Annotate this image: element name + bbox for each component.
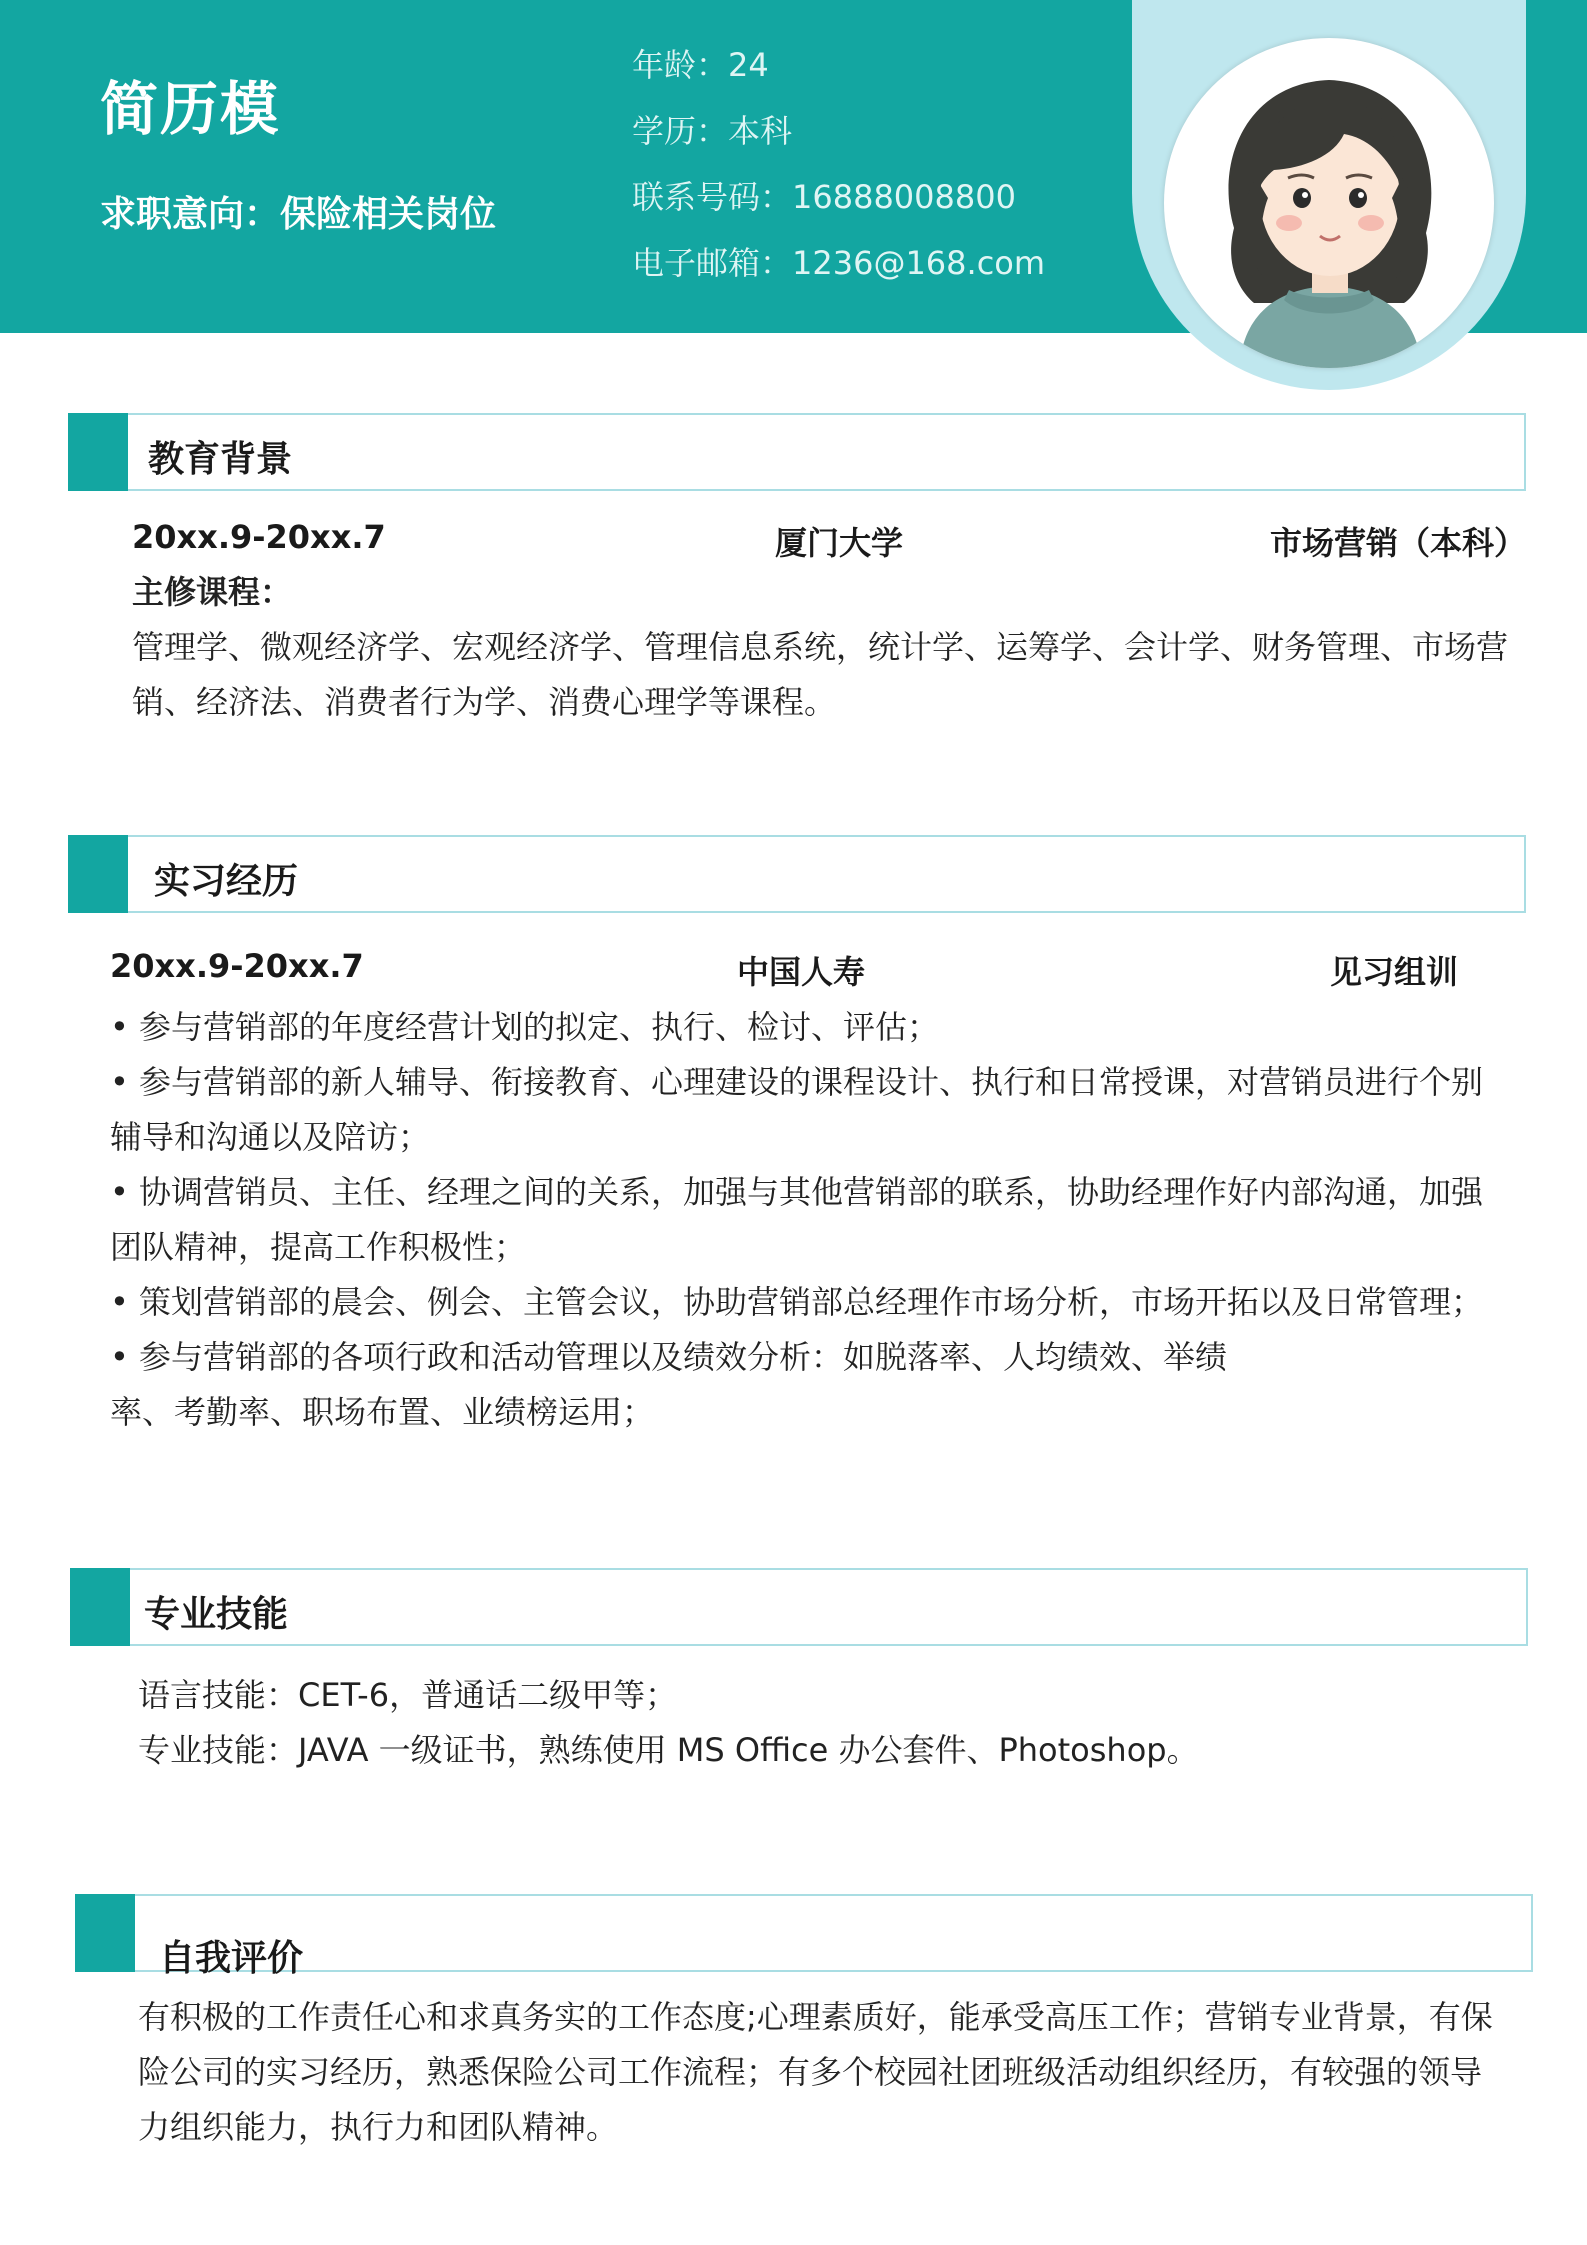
contact-email: 电子邮箱：1236@168.com	[632, 244, 1046, 282]
internship-company: 中国人寿	[737, 953, 866, 991]
education-school: 厦门大学	[775, 524, 904, 562]
self-eval-text	[138, 1990, 1538, 2155]
contact-education: 学历：本科	[632, 112, 793, 150]
duty-line: • 参与营销部的各项行政和活动管理以及绩效分析：如脱落率、人均绩效、举绩	[110, 1338, 1228, 1376]
section-skills-header	[70, 1568, 1528, 1646]
courses-label: 主修课程：	[132, 573, 293, 611]
skill-line: 专业技能：JAVA 一级证书，熟练使用 MS Office 办公套件、Photoshop。	[138, 1731, 1199, 1769]
skills-text	[138, 1668, 1538, 1778]
section-accent	[75, 1894, 135, 1972]
duty-line: • 协调营销员、主任、经理之间的关系，加强与其他营销部的联系，协助经理作好内部沟通，加强	[110, 1173, 1484, 1211]
contact-age: 年龄：24	[632, 46, 769, 84]
duty-line: • 策划营销部的晨会、例会、主管会议，协助营销部总经理作市场分析，市场开拓以及日常管理；	[110, 1283, 1484, 1321]
self-eval-line: 力组织能力，执行力和团队精神。	[138, 2108, 619, 2146]
duty-line: • 参与营销部的年度经营计划的拟定、执行、检讨、评估；	[110, 1008, 940, 1046]
section-accent	[70, 1568, 130, 1646]
courses-line: 销、经济法、消费者行为学、消费心理学等课程。	[132, 683, 837, 721]
section-title: 自我评价	[159, 1938, 304, 1979]
avatar-illustration	[1164, 38, 1494, 368]
skill-line: 语言技能：CET-6，普通话二级甲等；	[138, 1676, 678, 1714]
self-eval-line: 有积极的工作责任心和求真务实的工作态度;心理素质好，能承受高压工作；营销专业背景，有保	[138, 1998, 1493, 2036]
internship-period: 20xx.9-20xx.7	[110, 947, 364, 985]
section-title: 实习经历	[154, 861, 299, 902]
courses-line: 管理学、微观经济学、宏观经济学、管理信息系统，统计学、运筹学、会计学、财务管理、市场营	[132, 628, 1509, 666]
internship-duties	[110, 1000, 1530, 1440]
education-major: 市场营销（本科）	[1270, 524, 1527, 562]
duty-line: 率、考勤率、职场布置、业绩榜运用；	[110, 1393, 655, 1431]
section-internship-header	[68, 835, 1526, 913]
section-education-header	[68, 413, 1526, 491]
section-accent	[68, 413, 128, 491]
section-self-eval-header	[75, 1894, 1533, 1979]
section-title: 专业技能	[144, 1594, 289, 1635]
resume-name: 简历模	[100, 75, 281, 143]
courses-text	[132, 620, 1532, 730]
contact-info	[632, 32, 1045, 296]
section-accent	[68, 835, 128, 913]
education-period: 20xx.9-20xx.7	[132, 518, 386, 556]
self-eval-line: 险公司的实习经历，熟悉保险公司工作流程；有多个校园社团班级活动组织经历，有较强的领导	[138, 2053, 1483, 2091]
duty-line: 辅导和沟通以及陪访；	[110, 1118, 431, 1156]
duty-line: • 参与营销部的新人辅导、衔接教育、心理建设的课程设计、执行和日常授课，对营销员进行个别	[110, 1063, 1484, 1101]
contact-phone: 联系号码：16888008800	[632, 178, 1016, 216]
internship-role: 见习组训	[1330, 953, 1459, 991]
job-objective: 求职意向：保险相关岗位	[100, 194, 497, 235]
section-title: 教育背景	[148, 439, 293, 480]
duty-line: 团队精神，提高工作积极性；	[110, 1228, 527, 1266]
avatar	[1164, 38, 1494, 368]
